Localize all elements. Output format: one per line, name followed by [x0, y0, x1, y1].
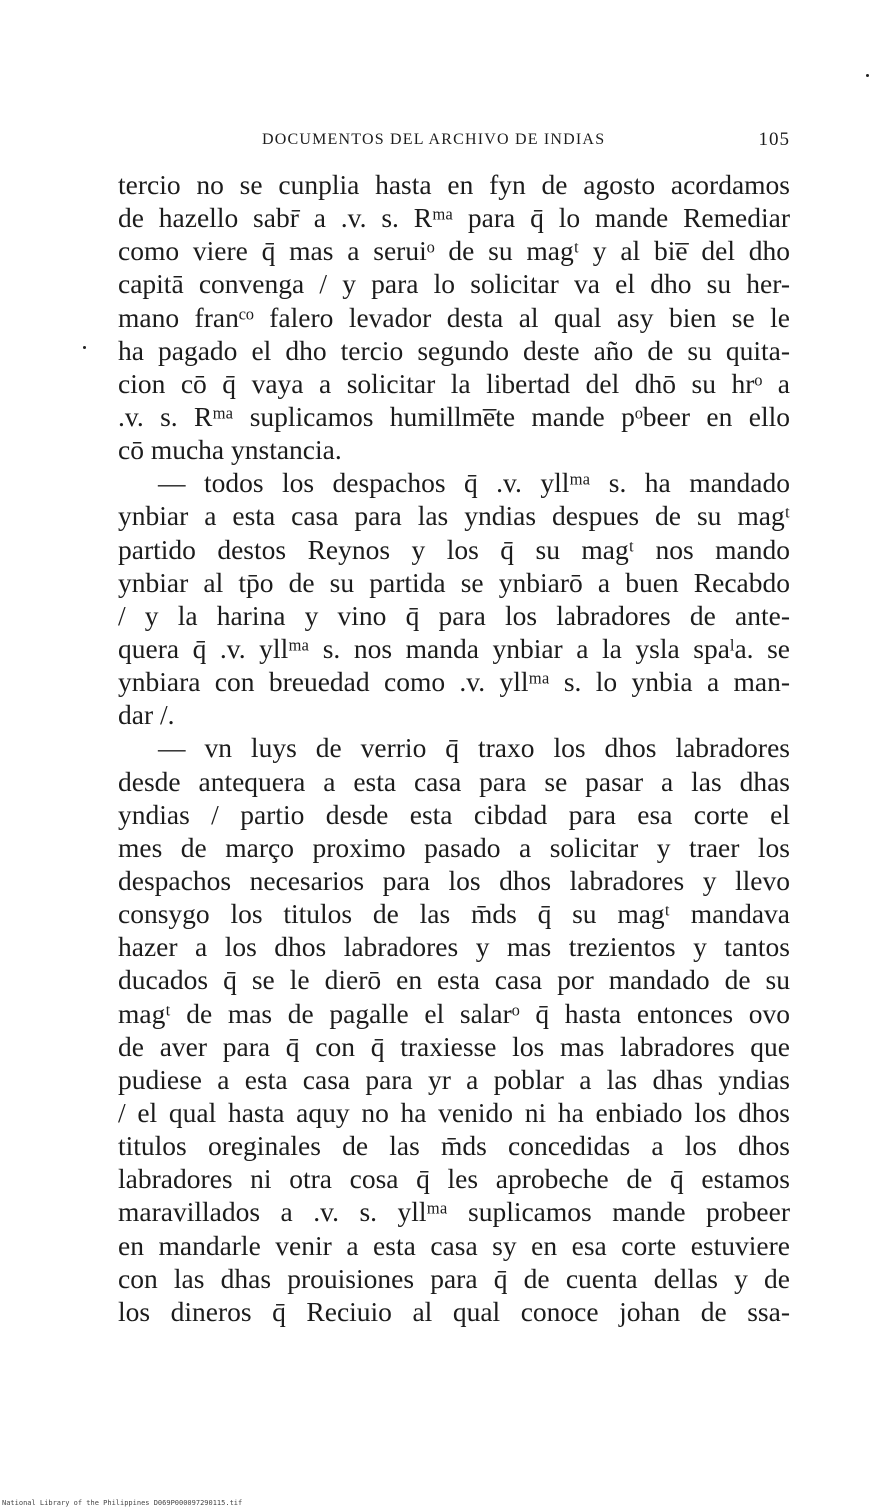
text-line: quera q̄ .v. yllᵐᵃ s. nos manda ynbiar a la ysla spaˡa. se [118, 632, 790, 664]
text-line: labradores ni otra cosa q̄ les aprobeche de q̄ estamos [118, 1163, 790, 1195]
text-line: — todos los despachos q̄ .v. yllᵐᵃ s. ha mandado [158, 467, 790, 499]
text-line: capitā convenga / y para lo solicitar va el dho su her- [118, 268, 790, 300]
text-line: .v. s. Rᵐᵃ suplicamos humillme̅te mande pᵒbeer en ello [118, 400, 790, 432]
text-line: ynbiar al tp̄o de su partida se ynbiarō a buen Recabdo [118, 566, 790, 598]
text-line: ducados q̄ se le dierō en esta casa por mandado de su [118, 964, 790, 996]
text-line: titulos oreginales de las m̄ds concedidas a los dhos [118, 1130, 790, 1162]
text-line: / el qual hasta aquy no ha venido ni ha enbiado los dhos [118, 1096, 790, 1128]
scan-footer-note: National Library of the Philippines D069P000097290115.tif [2, 1499, 243, 1507]
page-number: 105 [758, 129, 790, 150]
text-line: de hazello sabr̄ a .v. s. Rᵐᵃ para q̄ lo mande Remediar [118, 202, 790, 234]
running-head [262, 131, 790, 153]
text-line: los dineros q̄ Reciuio al qual conoce johan de ssa- [118, 1295, 790, 1327]
text-line: partido destos Reynos y los q̄ su magᵗ nos mando [118, 533, 790, 565]
text-line: hazer a los dhos labradores y mas trezientos y tantos [118, 931, 790, 963]
text-line: cō mucha ynstancia. [118, 434, 342, 466]
text-line: / y la harina y vino q̄ para los labradores de ante- [118, 599, 790, 631]
text-line: en mandarle venir a esta casa sy en esa corte estuviere [118, 1229, 790, 1261]
text-line: despachos necesarios para los dhos labradores y llevo [118, 864, 790, 896]
running-title: DOCUMENTOS DEL ARCHIVO DE INDIAS [262, 131, 606, 148]
text-line: pudiese a esta casa para yr a poblar a las dhas yndias [118, 1063, 790, 1095]
text-line: desde antequera a esta casa para se pasar a las dhas [118, 765, 790, 797]
text-line: maravillados a .v. s. yllᵐᵃ suplicamos mande probeer [118, 1196, 790, 1228]
text-line: — vn luys de verrio q̄ traxo los dhos labradores [158, 732, 790, 764]
text-line: como viere q̄ mas a seruiᵒ de su magᵗ y al bie̅ del dho [118, 235, 790, 267]
text-line: magᵗ de mas de pagalle el salarᵒ q̄ hasta entonces ovo [118, 997, 790, 1029]
text-line: consygo los titulos de las m̄ds q̄ su magᵗ mandava [118, 898, 790, 930]
text-line: ha pagado el dho tercio segundo deste año de su quita- [118, 334, 790, 366]
text-line: cion cō q̄ vaya a solicitar la libertad del dhō su hrᵒ a [118, 367, 790, 399]
text-line: de aver para q̄ con q̄ traxiesse los mas labradores que [118, 1030, 790, 1062]
text-line: ynbiar a esta casa para las yndias despues de su magᵗ [118, 500, 790, 532]
text-line: ynbiara con breuedad como .v. yllᵐᵃ s. lo ynbia a man- [118, 666, 790, 698]
text-line: con las dhas prouisiones para q̄ de cuenta dellas y de [118, 1262, 790, 1294]
speck-mark [866, 74, 869, 77]
text-line: dar /. [118, 699, 175, 731]
text-line: yndias / partio desde esta cibdad para esa corte el [118, 798, 790, 830]
body-text [118, 168, 790, 1328]
text-line: mano franᶜᵒ falero levador desta al qual asy bien se le [118, 301, 790, 333]
speck-mark [83, 346, 86, 349]
text-line: mes de março proximo pasado a solicitar y traer los [118, 831, 790, 863]
text-line: tercio no se cunplia hasta en fyn de agosto acordamos [118, 169, 790, 200]
